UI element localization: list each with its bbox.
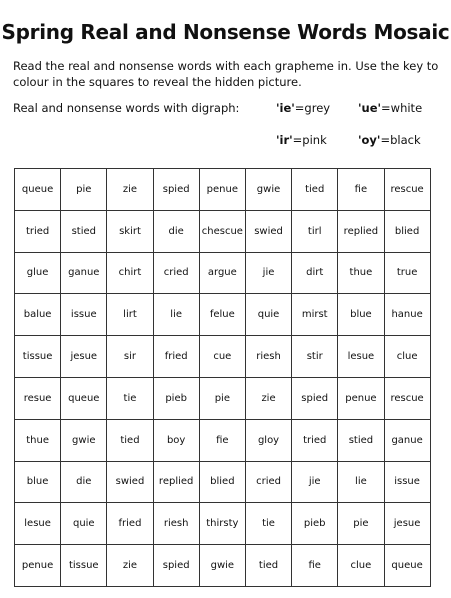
grid-cell[interactable]: lesue (338, 336, 384, 378)
grid-cell[interactable]: queue (384, 545, 430, 587)
grid-cell[interactable]: swied (245, 210, 291, 252)
grid-cell[interactable]: lie (153, 294, 199, 336)
key-colour: =grey (294, 101, 331, 115)
grid-cell[interactable]: queue (61, 377, 107, 419)
grid-cell[interactable]: spied (153, 545, 199, 587)
grid-cell[interactable]: chescue (199, 210, 245, 252)
grid-cell[interactable]: ganue (61, 252, 107, 294)
grid-cell[interactable]: zie (107, 169, 153, 211)
grid-cell[interactable]: tie (245, 503, 291, 545)
grid-cell[interactable]: zie (245, 377, 291, 419)
grid-cell[interactable]: thirsty (199, 503, 245, 545)
grid-cell[interactable]: true (384, 252, 430, 294)
grid-cell[interactable]: cried (245, 461, 291, 503)
grid-cell[interactable]: quie (245, 294, 291, 336)
key-item-oy (358, 133, 421, 147)
grid-cell[interactable]: gwie (199, 545, 245, 587)
grid-cell[interactable]: riesh (153, 503, 199, 545)
key-colour: =pink (292, 133, 327, 147)
key-item-ie (276, 101, 330, 115)
grid-cell[interactable]: tried (292, 419, 338, 461)
grid-cell[interactable]: glue (15, 252, 61, 294)
grid-cell[interactable]: jesue (384, 503, 430, 545)
grid-cell[interactable]: argue (199, 252, 245, 294)
grid-cell[interactable]: penue (15, 545, 61, 587)
grid-cell[interactable]: blue (15, 461, 61, 503)
grid-cell[interactable]: pieb (153, 377, 199, 419)
grid-cell[interactable]: skirt (107, 210, 153, 252)
key-colour: =white (381, 101, 423, 115)
grid-cell[interactable]: jie (245, 252, 291, 294)
grid-cell[interactable]: pie (338, 503, 384, 545)
grid-cell[interactable]: gwie (245, 169, 291, 211)
grid-cell[interactable]: pie (199, 377, 245, 419)
grid-cell[interactable]: tied (245, 545, 291, 587)
grid-cell[interactable]: pie (61, 169, 107, 211)
key-colour: =black (380, 133, 421, 147)
grid-cell[interactable]: sir (107, 336, 153, 378)
grid-row (15, 169, 431, 211)
grid-cell[interactable]: thue (15, 419, 61, 461)
key-grapheme: 'ue' (358, 101, 382, 115)
grid-cell[interactable]: stied (61, 210, 107, 252)
grid-cell[interactable]: blied (199, 461, 245, 503)
grid-cell[interactable]: lirt (107, 294, 153, 336)
grid-cell[interactable]: resue (15, 377, 61, 419)
grid-cell[interactable]: cried (153, 252, 199, 294)
grid-cell[interactable]: lie (338, 461, 384, 503)
grid-cell[interactable]: rescue (384, 377, 430, 419)
grid-cell[interactable]: tirl (292, 210, 338, 252)
key-item-ir (276, 133, 327, 147)
grid-cell[interactable]: tie (107, 377, 153, 419)
key-grapheme: 'ir' (276, 133, 293, 147)
key-label: Real and nonsense words with digraph: (13, 101, 240, 115)
grid-row (15, 503, 431, 545)
grid-cell[interactable]: queue (15, 169, 61, 211)
key-grapheme: 'ie' (276, 101, 295, 115)
grid-cell[interactable]: tied (107, 419, 153, 461)
grid-cell[interactable]: pieb (292, 503, 338, 545)
grid-cell[interactable]: stir (292, 336, 338, 378)
grid-cell[interactable]: zie (107, 545, 153, 587)
grid-row (15, 210, 431, 252)
grid-cell[interactable]: jie (292, 461, 338, 503)
grid-row (15, 294, 431, 336)
grid-cell[interactable]: boy (153, 419, 199, 461)
grid-cell[interactable]: penue (199, 169, 245, 211)
grid-cell[interactable]: clue (384, 336, 430, 378)
grid-cell[interactable]: fie (199, 419, 245, 461)
grid-cell[interactable]: die (61, 461, 107, 503)
grid-row (15, 336, 431, 378)
grid-cell[interactable]: tissue (61, 545, 107, 587)
page-title: Spring Real and Nonsense Words Mosaic (1, 20, 450, 44)
grid-row (15, 377, 431, 419)
grid-cell[interactable]: hanue (384, 294, 430, 336)
mosaic-grid (14, 168, 431, 587)
grid-cell[interactable]: gwie (61, 419, 107, 461)
grid-cell[interactable]: rescue (384, 169, 430, 211)
grid-cell[interactable]: balue (15, 294, 61, 336)
grid-cell[interactable]: stied (338, 419, 384, 461)
grid-cell[interactable]: felue (199, 294, 245, 336)
grid-cell[interactable]: cue (199, 336, 245, 378)
grid-cell[interactable]: thue (338, 252, 384, 294)
grid-cell[interactable]: chirt (107, 252, 153, 294)
grid-cell[interactable]: blied (384, 210, 430, 252)
grid-cell[interactable]: riesh (245, 336, 291, 378)
grid-cell[interactable]: fried (107, 503, 153, 545)
key-grapheme: 'oy' (358, 133, 381, 147)
grid-cell[interactable]: tissue (15, 336, 61, 378)
grid-cell[interactable]: fried (153, 336, 199, 378)
grid-row (15, 252, 431, 294)
grid-cell[interactable]: replied (338, 210, 384, 252)
grid-cell[interactable]: tried (15, 210, 61, 252)
grid-row (15, 461, 431, 503)
grid-cell[interactable]: issue (61, 294, 107, 336)
grid-cell[interactable]: quie (61, 503, 107, 545)
key-item-ue (358, 101, 422, 115)
grid-cell[interactable]: tied (292, 169, 338, 211)
grid-cell[interactable]: swied (107, 461, 153, 503)
grid-row (15, 545, 431, 587)
grid-cell[interactable]: die (153, 210, 199, 252)
grid-cell[interactable]: blue (338, 294, 384, 336)
grid-cell[interactable]: spied (153, 169, 199, 211)
grid-cell[interactable]: mirst (292, 294, 338, 336)
grid-cell[interactable]: issue (384, 461, 430, 503)
grid-cell[interactable]: gloy (245, 419, 291, 461)
grid-cell[interactable]: clue (338, 545, 384, 587)
grid-cell[interactable]: penue (338, 377, 384, 419)
grid-cell[interactable]: dirt (292, 252, 338, 294)
grid-row (15, 419, 431, 461)
grid-cell[interactable]: ganue (384, 419, 430, 461)
grid-cell[interactable]: fie (292, 545, 338, 587)
grid-cell[interactable]: fie (338, 169, 384, 211)
grid-cell[interactable]: spied (292, 377, 338, 419)
instructions: Read the real and nonsense words with each grapheme in. Use the key to colour in the squares to reveal the hidden picture. (13, 59, 439, 89)
grid-cell[interactable]: lesue (15, 503, 61, 545)
grid-cell[interactable]: replied (153, 461, 199, 503)
grid-cell[interactable]: jesue (61, 336, 107, 378)
